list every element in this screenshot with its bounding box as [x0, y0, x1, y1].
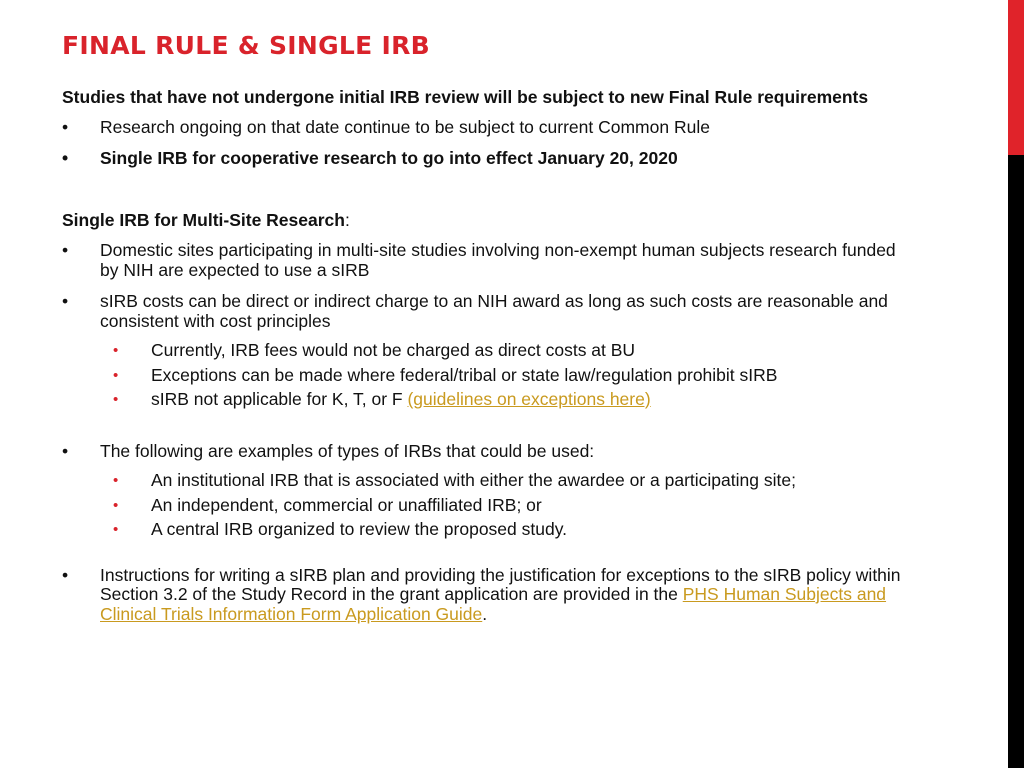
slide-title: FINAL RULE & SINGLE IRB	[62, 31, 431, 60]
list-item	[62, 496, 902, 516]
list-item	[62, 520, 902, 540]
list-item	[62, 471, 902, 491]
list-item	[62, 366, 902, 386]
sub-bullet-marker: •	[113, 472, 119, 489]
bullet-text: Instructions for writing a sIRB plan and providing the justification for exceptions to the sIRB policy within Section 3.2 of the Study Record in the grant application are provided in the	[100, 564, 901, 604]
bullet-sirb-costs	[62, 292, 902, 331]
slide-body	[62, 88, 902, 636]
bullet-marker: •	[62, 440, 69, 461]
sub-bullet-marker: •	[113, 521, 119, 538]
section-heading	[62, 211, 902, 231]
exceptions-guidelines-link[interactable]: (guidelines on exceptions here)	[407, 389, 651, 409]
intro-statement: Studies that have not undergone initial IRB review will be subject to new Final Rule requirements	[62, 87, 869, 107]
bullet-text-end: .	[482, 603, 488, 624]
sub-item-text: sIRB not applicable for K, T, or F	[151, 389, 408, 409]
costs-sub-list	[62, 341, 902, 410]
bullet-text: Domestic sites participating in multi-site studies involving non-exempt human subjects research funded by NIH are expected to use a sIRB	[100, 240, 896, 280]
sub-item-text: An independent, commercial or unaffiliated IRB; or	[151, 494, 542, 515]
bullet-marker: •	[62, 564, 69, 585]
sub-item-text: An institutional IRB that is associated with either the awardee or a participating site;	[151, 470, 796, 490]
bullet-marker: •	[62, 148, 69, 168]
sub-bullet-marker: •	[113, 391, 119, 408]
sub-bullet-marker: •	[113, 496, 119, 514]
bullet-text: Single IRB for cooperative research to go into effect January 20, 2020	[100, 148, 678, 168]
bullet-irb-examples	[62, 442, 902, 462]
bullet-text: The following are examples of types of IRBs that could be used:	[100, 440, 595, 461]
bullet-single-irb-effective	[62, 149, 902, 169]
bullet-text: Research ongoing on that date continue to be subject to current Common Rule	[100, 116, 710, 137]
bullet-text: sIRB costs can be direct or indirect charge to an NIH award as long as such costs are reasonable and consistent with cost principles	[100, 291, 888, 331]
sub-bullet-marker: •	[113, 366, 119, 384]
bullet-ongoing-research	[62, 118, 902, 138]
sub-item-text: A central IRB organized to review the proposed study.	[151, 519, 568, 539]
bullet-marker: •	[62, 116, 69, 137]
section-heading-colon: :	[344, 209, 350, 230]
list-item	[62, 390, 902, 410]
sub-item-text: Currently, IRB fees would not be charged as direct costs at BU	[151, 340, 636, 360]
bullet-domestic-sites	[62, 241, 902, 280]
sub-item-text: Exceptions can be made where federal/tribal or state law/regulation prohibit sIRB	[151, 364, 778, 385]
bullet-sirb-instructions	[62, 566, 902, 625]
section-heading-text: Single IRB for Multi-Site Research	[62, 209, 345, 230]
bullet-marker: •	[62, 291, 69, 311]
side-accent-bar-red	[1008, 0, 1024, 155]
list-item	[62, 341, 902, 361]
bullet-marker: •	[62, 240, 69, 260]
phs-application-guide-link[interactable]: PHS Human Subjects and Clinical Trials Information Form Application Guide	[100, 584, 887, 624]
side-accent-bar-black	[1008, 155, 1024, 768]
sub-bullet-marker: •	[113, 342, 119, 359]
examples-sub-list	[62, 471, 902, 540]
